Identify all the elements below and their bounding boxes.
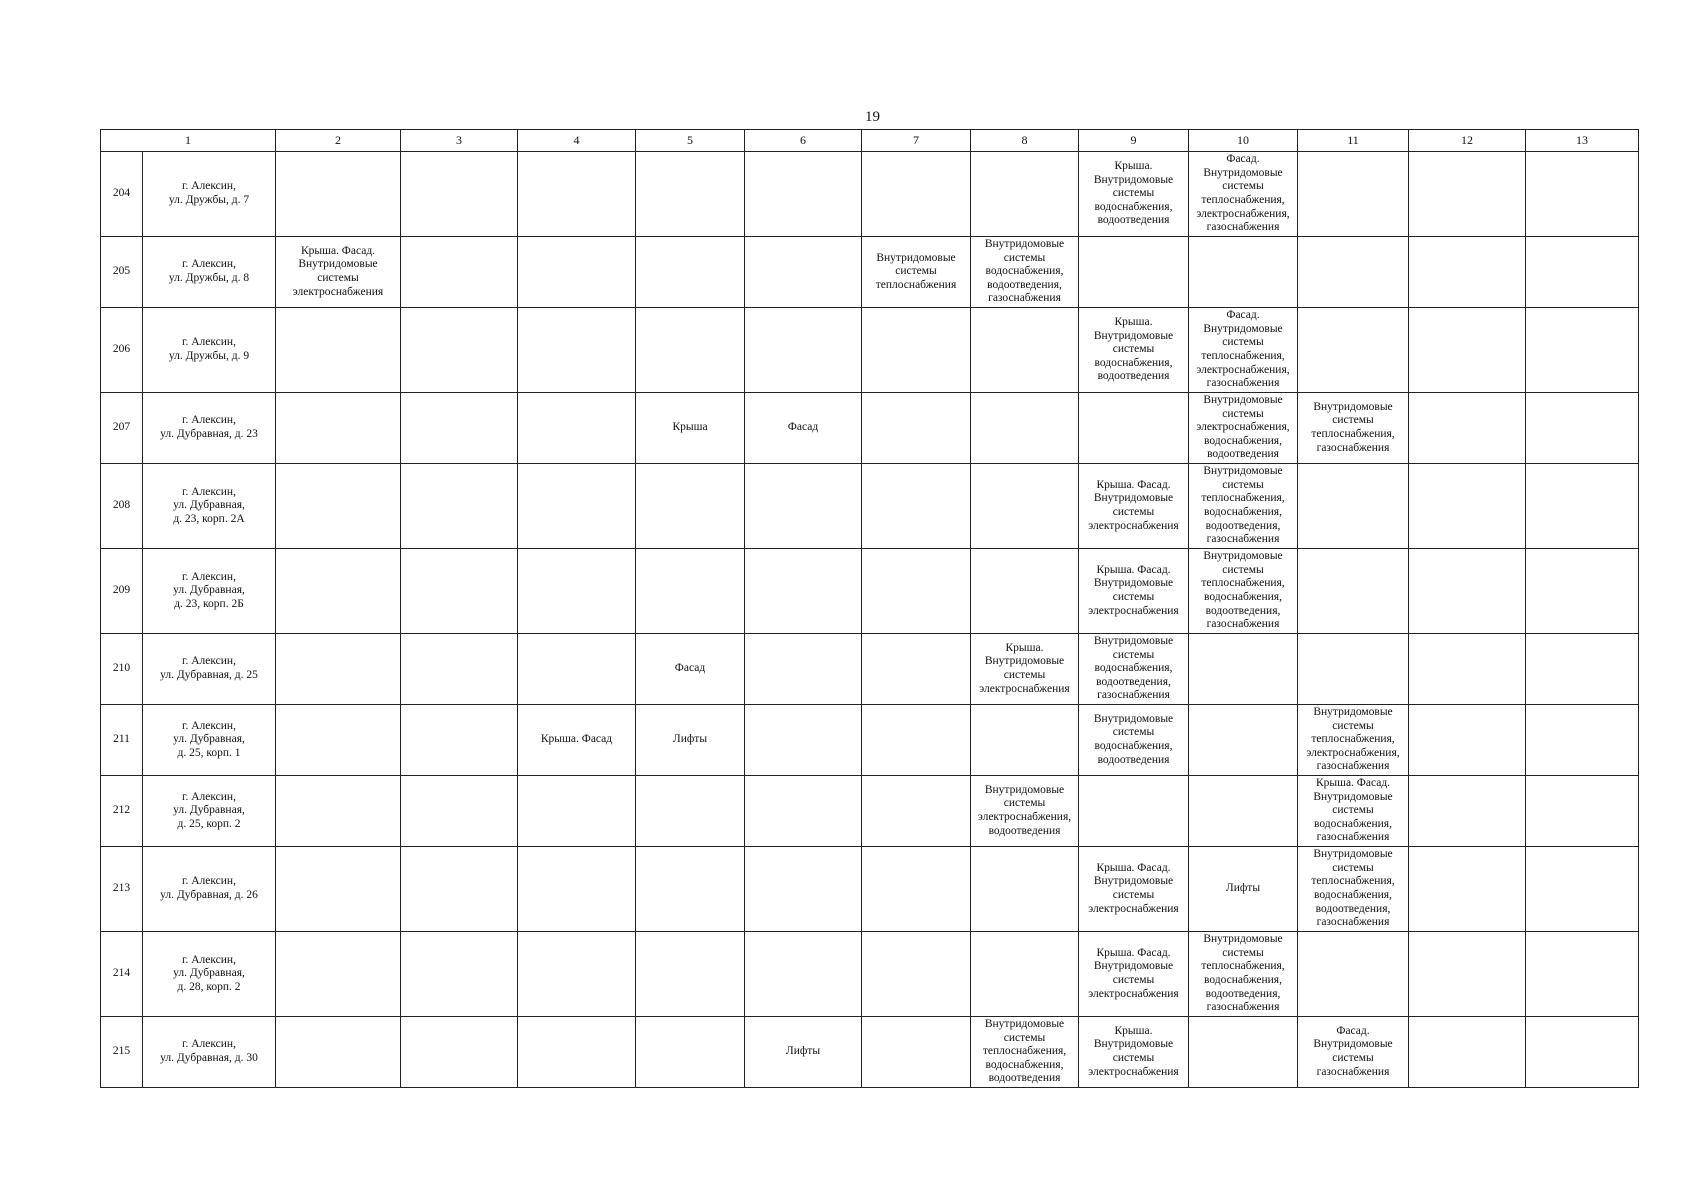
work-cell-col-8	[971, 393, 1079, 464]
row-number: 205	[101, 237, 143, 308]
work-cell-col-2	[276, 393, 401, 464]
address-cell	[143, 1017, 276, 1088]
work-cell-col-8	[971, 847, 1079, 932]
row-number: 204	[101, 152, 143, 237]
work-text: Внутридомовые системы теплоснабжения, электроснабжения, газоснабжения	[1306, 706, 1400, 773]
table-row	[101, 308, 1639, 393]
table-row	[101, 237, 1639, 308]
work-text: Крыша. Фасад. Внутридомовые системы электроснабжения	[1088, 563, 1179, 617]
address-cell	[143, 152, 276, 237]
work-cell-col-13	[1526, 1017, 1639, 1088]
work-cell-col-6	[745, 634, 862, 705]
work-cell-col-10	[1189, 932, 1298, 1017]
address-text: г. Алексин, ул. Дубравная, д. 23, корп. 2А	[173, 485, 245, 525]
column-number-row	[101, 130, 1639, 152]
work-cell-col-12	[1409, 464, 1526, 549]
work-text: Лифты	[1225, 882, 1261, 895]
work-cell-col-7	[862, 393, 971, 464]
work-cell-col-10	[1189, 1017, 1298, 1088]
address-cell	[143, 634, 276, 705]
work-cell-col-10	[1189, 464, 1298, 549]
work-cell-col-8	[971, 308, 1079, 393]
work-text: Внутридомовые системы теплоснабжения, водоснабжения, водоотведения, газоснабжения	[1311, 848, 1395, 929]
work-cell-col-10	[1189, 634, 1298, 705]
work-cell-col-7	[862, 237, 971, 308]
work-cell-col-12	[1409, 634, 1526, 705]
work-cell-col-6	[745, 308, 862, 393]
work-cell-col-8	[971, 932, 1079, 1017]
work-cell-col-5	[636, 932, 745, 1017]
work-cell-col-4	[518, 549, 636, 634]
work-cell-col-13	[1526, 705, 1639, 776]
work-cell-col-4	[518, 847, 636, 932]
work-cell-col-3	[401, 932, 518, 1017]
work-cell-col-12	[1409, 847, 1526, 932]
work-cell-col-13	[1526, 776, 1639, 847]
column-header-1: 1	[101, 130, 276, 152]
work-text: Внутридомовые системы теплоснабжения, газоснабжения	[1311, 400, 1395, 454]
work-text: Внутридомовые системы теплоснабжения, водоснабжения, водоотведения, газоснабжения	[1201, 465, 1285, 546]
work-cell-col-12	[1409, 776, 1526, 847]
work-cell-col-7	[862, 932, 971, 1017]
work-cell-col-8	[971, 705, 1079, 776]
work-cell-col-8	[971, 152, 1079, 237]
work-cell-col-9	[1079, 393, 1189, 464]
work-cell-col-7	[862, 308, 971, 393]
work-cell-col-11	[1298, 932, 1409, 1017]
repair-schedule-table	[100, 129, 1639, 1088]
work-cell-col-6	[745, 705, 862, 776]
column-header-3: 3	[401, 130, 518, 152]
work-text: Внутридомовые системы водоснабжения, водоотведения	[1093, 712, 1174, 766]
work-text: Фасад. Внутридомовые системы газоснабжения	[1313, 1024, 1393, 1078]
work-cell-col-5	[636, 152, 745, 237]
work-cell-col-12	[1409, 705, 1526, 776]
work-cell-col-3	[401, 634, 518, 705]
work-text: Внутридомовые системы водоснабжения, водоотведения, газоснабжения	[984, 238, 1065, 305]
work-cell-col-5	[636, 308, 745, 393]
work-cell-col-13	[1526, 932, 1639, 1017]
work-cell-col-3	[401, 152, 518, 237]
work-cell-col-6	[745, 393, 862, 464]
work-cell-col-9	[1079, 705, 1189, 776]
work-cell-col-6	[745, 932, 862, 1017]
work-text: Внутридомовые системы водоснабжения, водоотведения, газоснабжения	[1093, 635, 1174, 702]
work-cell-col-5	[636, 634, 745, 705]
work-text: Крыша. Фасад	[540, 733, 613, 746]
work-cell-col-9	[1079, 776, 1189, 847]
work-text: Лифты	[785, 1045, 821, 1058]
table-row	[101, 634, 1639, 705]
address-text: г. Алексин, ул. Дубравная, д. 25, корп. 2	[173, 790, 245, 830]
work-text: Крыша. Фасад. Внутридомовые системы электроснабжения	[1088, 478, 1179, 532]
address-text: г. Алексин, ул. Дубравная, д. 25	[160, 655, 258, 681]
work-cell-col-10	[1189, 393, 1298, 464]
work-cell-col-9	[1079, 464, 1189, 549]
table-row	[101, 152, 1639, 237]
work-text: Крыша. Внутридомовые системы водоснабжения, водоотведения	[1093, 316, 1174, 383]
work-cell-col-3	[401, 847, 518, 932]
table-row	[101, 776, 1639, 847]
work-cell-col-7	[862, 464, 971, 549]
address-text: г. Алексин, ул. Дубравная, д. 30	[160, 1038, 258, 1064]
work-cell-col-4	[518, 705, 636, 776]
work-cell-col-8	[971, 1017, 1079, 1088]
work-cell-col-2	[276, 464, 401, 549]
page-number: 19	[865, 109, 880, 125]
work-cell-col-8	[971, 776, 1079, 847]
column-header-9: 9	[1079, 130, 1189, 152]
work-text: Внутридомовые системы электроснабжения, водоотведения	[977, 783, 1072, 837]
work-cell-col-11	[1298, 776, 1409, 847]
work-cell-col-2	[276, 549, 401, 634]
column-header-8: 8	[971, 130, 1079, 152]
column-header-10: 10	[1189, 130, 1298, 152]
work-cell-col-2	[276, 152, 401, 237]
work-cell-col-5	[636, 464, 745, 549]
work-cell-col-13	[1526, 549, 1639, 634]
address-cell	[143, 308, 276, 393]
work-cell-col-10	[1189, 705, 1298, 776]
address-text: г. Алексин, ул. Дубравная, д. 28, корп. 2	[173, 953, 245, 993]
work-cell-col-3	[401, 705, 518, 776]
address-cell	[143, 549, 276, 634]
work-text: Внутридомовые системы электроснабжения, водоснабжения, водоотведения	[1196, 394, 1290, 461]
work-cell-col-13	[1526, 237, 1639, 308]
work-text: Крыша. Фасад. Внутридомовые системы электроснабжения	[1088, 861, 1179, 915]
row-number: 212	[101, 776, 143, 847]
table-row	[101, 549, 1639, 634]
work-cell-col-10	[1189, 776, 1298, 847]
work-cell-col-7	[862, 152, 971, 237]
work-cell-col-9	[1079, 1017, 1189, 1088]
work-cell-col-7	[862, 1017, 971, 1088]
work-cell-col-4	[518, 393, 636, 464]
work-cell-col-12	[1409, 549, 1526, 634]
address-text: г. Алексин, ул. Дружбы, д. 7	[168, 180, 250, 206]
work-text: Крыша	[672, 421, 708, 434]
column-header-7: 7	[862, 130, 971, 152]
work-cell-col-6	[745, 847, 862, 932]
address-cell	[143, 237, 276, 308]
work-cell-col-10	[1189, 549, 1298, 634]
work-cell-col-5	[636, 776, 745, 847]
column-header-2: 2	[276, 130, 401, 152]
work-cell-col-13	[1526, 464, 1639, 549]
work-cell-col-2	[276, 705, 401, 776]
work-cell-col-10	[1189, 847, 1298, 932]
work-cell-col-2	[276, 776, 401, 847]
work-cell-col-10	[1189, 237, 1298, 308]
work-cell-col-2	[276, 308, 401, 393]
work-text: Внутридомовые системы теплоснабжения, водоснабжения, водоотведения	[982, 1018, 1067, 1085]
address-text: г. Алексин, ул. Дубравная, д. 23	[160, 414, 258, 440]
work-cell-col-12	[1409, 1017, 1526, 1088]
table-row	[101, 464, 1639, 549]
work-cell-col-12	[1409, 932, 1526, 1017]
work-cell-col-7	[862, 776, 971, 847]
work-text: Лифты	[672, 733, 708, 746]
row-number: 206	[101, 308, 143, 393]
work-text: Крыша. Внутридомовые системы электроснабжения	[1088, 1024, 1179, 1078]
work-cell-col-2	[276, 847, 401, 932]
work-cell-col-12	[1409, 308, 1526, 393]
work-text: Фасад. Внутридомовые системы теплоснабжения, электроснабжения, газоснабжения	[1196, 309, 1290, 390]
work-cell-col-13	[1526, 393, 1639, 464]
row-number: 215	[101, 1017, 143, 1088]
work-cell-col-4	[518, 1017, 636, 1088]
work-cell-col-11	[1298, 847, 1409, 932]
work-cell-col-11	[1298, 152, 1409, 237]
work-cell-col-11	[1298, 237, 1409, 308]
work-cell-col-3	[401, 776, 518, 847]
work-text: Фасад	[787, 421, 819, 434]
work-cell-col-3	[401, 237, 518, 308]
work-cell-col-6	[745, 1017, 862, 1088]
table-row	[101, 847, 1639, 932]
row-number: 207	[101, 393, 143, 464]
work-cell-col-12	[1409, 152, 1526, 237]
work-cell-col-4	[518, 634, 636, 705]
work-text: Внутридомовые системы теплоснабжения	[875, 251, 957, 291]
column-header-13: 13	[1526, 130, 1639, 152]
work-cell-col-2	[276, 237, 401, 308]
work-text: Фасад	[674, 662, 706, 675]
work-cell-col-8	[971, 549, 1079, 634]
work-cell-col-4	[518, 932, 636, 1017]
work-cell-col-6	[745, 237, 862, 308]
work-cell-col-4	[518, 152, 636, 237]
work-cell-col-2	[276, 634, 401, 705]
work-cell-col-5	[636, 705, 745, 776]
address-cell	[143, 393, 276, 464]
work-cell-col-8	[971, 237, 1079, 308]
work-cell-col-3	[401, 549, 518, 634]
row-number: 213	[101, 847, 143, 932]
work-cell-col-6	[745, 776, 862, 847]
work-cell-col-5	[636, 393, 745, 464]
work-cell-col-3	[401, 393, 518, 464]
table-row	[101, 705, 1639, 776]
row-number: 209	[101, 549, 143, 634]
work-cell-col-2	[276, 932, 401, 1017]
work-text: Внутридомовые системы теплоснабжения, водоснабжения, водоотведения, газоснабжения	[1201, 933, 1285, 1014]
row-number: 208	[101, 464, 143, 549]
work-cell-col-4	[518, 464, 636, 549]
work-cell-col-4	[518, 308, 636, 393]
work-cell-col-11	[1298, 549, 1409, 634]
work-cell-col-6	[745, 549, 862, 634]
work-text: Крыша. Фасад. Внутридомовые системы водоснабжения, газоснабжения	[1313, 777, 1393, 844]
column-header-4: 4	[518, 130, 636, 152]
work-text: Фасад. Внутридомовые системы теплоснабжения, электроснабжения, газоснабжения	[1196, 153, 1290, 234]
work-cell-col-9	[1079, 932, 1189, 1017]
table-row	[101, 393, 1639, 464]
work-cell-col-9	[1079, 847, 1189, 932]
work-cell-col-7	[862, 549, 971, 634]
work-cell-col-7	[862, 634, 971, 705]
table-row	[101, 932, 1639, 1017]
column-header-12: 12	[1409, 130, 1526, 152]
address-cell	[143, 776, 276, 847]
work-cell-col-13	[1526, 847, 1639, 932]
work-cell-col-3	[401, 1017, 518, 1088]
address-cell	[143, 705, 276, 776]
work-text: Внутридомовые системы теплоснабжения, водоснабжения, водоотведения, газоснабжения	[1201, 550, 1285, 631]
table-row	[101, 1017, 1639, 1088]
work-text: Крыша. Внутридомовые системы водоснабжения, водоотведения	[1093, 160, 1174, 227]
work-cell-col-7	[862, 705, 971, 776]
work-cell-col-11	[1298, 393, 1409, 464]
row-number: 214	[101, 932, 143, 1017]
work-cell-col-5	[636, 549, 745, 634]
address-cell	[143, 464, 276, 549]
work-cell-col-9	[1079, 549, 1189, 634]
address-text: г. Алексин, ул. Дружбы, д. 9	[168, 336, 250, 362]
work-cell-col-11	[1298, 1017, 1409, 1088]
column-header-11: 11	[1298, 130, 1409, 152]
work-cell-col-6	[745, 464, 862, 549]
address-text: г. Алексин, ул. Дружбы, д. 8	[168, 258, 250, 284]
work-cell-col-9	[1079, 152, 1189, 237]
row-number: 210	[101, 634, 143, 705]
work-cell-col-7	[862, 847, 971, 932]
work-cell-col-11	[1298, 705, 1409, 776]
work-cell-col-10	[1189, 152, 1298, 237]
row-number: 211	[101, 705, 143, 776]
work-cell-col-2	[276, 1017, 401, 1088]
address-cell	[143, 847, 276, 932]
work-cell-col-4	[518, 237, 636, 308]
work-cell-col-5	[636, 1017, 745, 1088]
work-cell-col-6	[745, 152, 862, 237]
work-cell-col-5	[636, 237, 745, 308]
work-text: Крыша. Фасад. Внутридомовые системы электроснабжения	[292, 244, 384, 298]
work-cell-col-10	[1189, 308, 1298, 393]
work-cell-col-12	[1409, 237, 1526, 308]
work-cell-col-4	[518, 776, 636, 847]
work-cell-col-12	[1409, 393, 1526, 464]
address-text: г. Алексин, ул. Дубравная, д. 25, корп. 1	[173, 719, 245, 759]
work-cell-col-9	[1079, 634, 1189, 705]
column-header-5: 5	[636, 130, 745, 152]
work-cell-col-13	[1526, 308, 1639, 393]
address-text: г. Алексин, ул. Дубравная, д. 23, корп. 2Б	[173, 570, 245, 610]
column-header-6: 6	[745, 130, 862, 152]
work-cell-col-11	[1298, 634, 1409, 705]
work-cell-col-11	[1298, 308, 1409, 393]
work-cell-col-13	[1526, 152, 1639, 237]
work-cell-col-3	[401, 308, 518, 393]
work-cell-col-8	[971, 634, 1079, 705]
table-body	[101, 130, 1639, 1088]
address-text: г. Алексин, ул. Дубравная, д. 26	[160, 875, 258, 901]
work-text: Крыша. Фасад. Внутридомовые системы электроснабжения	[1088, 946, 1179, 1000]
work-cell-col-9	[1079, 308, 1189, 393]
work-cell-col-11	[1298, 464, 1409, 549]
address-cell	[143, 932, 276, 1017]
work-cell-col-3	[401, 464, 518, 549]
work-cell-col-8	[971, 464, 1079, 549]
work-cell-col-9	[1079, 237, 1189, 308]
work-cell-col-5	[636, 847, 745, 932]
work-text: Крыша. Внутридомовые системы электроснабжения	[979, 641, 1070, 695]
work-cell-col-13	[1526, 634, 1639, 705]
